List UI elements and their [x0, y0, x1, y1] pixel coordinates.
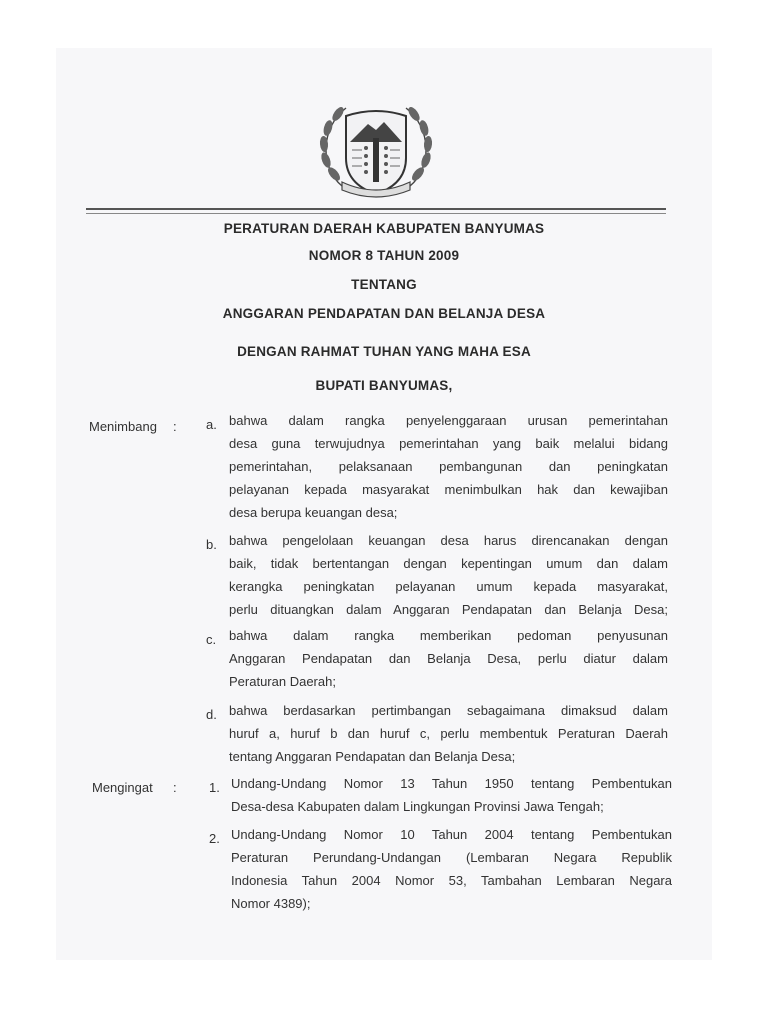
clause-line: Anggaran Pendapatan dan Belanja Desa, perlu diatur dalam: [229, 651, 668, 666]
clause-marker: c.: [206, 632, 217, 647]
clause-line: bahwa dalam rangka memberikan pedoman penyusunan: [229, 628, 668, 643]
clause-line: baik, tidak bertentangan dengan kepentingan umum dan dalam: [229, 556, 668, 571]
menimbang-colon: :: [173, 419, 177, 434]
preamble-text: DENGAN RAHMAT TUHAN YANG MAHA ESA: [237, 344, 531, 359]
legal-basis-line: Desa-desa Kabupaten dalam Lingkungan Provinsi Jawa Tengah;: [231, 799, 604, 814]
legal-basis-marker: 2.: [209, 831, 220, 846]
clause-marker: b.: [206, 537, 217, 552]
clause-line: Peraturan Daerah;: [229, 674, 336, 689]
legal-basis-line: Peraturan Perundang-Undangan (Lembaran Negara Republik: [231, 850, 672, 865]
document-title: PERATURAN DAERAH KABUPATEN BANYUMAS: [223, 221, 545, 236]
header-rule: [86, 208, 666, 210]
mengingat-colon: :: [173, 780, 177, 795]
header-rule-thin: [86, 213, 666, 214]
legal-basis-line: Nomor 4389);: [231, 896, 311, 911]
menimbang-label: Menimbang: [89, 419, 157, 434]
clause-marker: a.: [206, 417, 217, 432]
legal-basis-line: Undang-Undang Nomor 10 Tahun 2004 tentang Pembentukan: [231, 827, 672, 842]
legal-basis-marker: 1.: [209, 780, 220, 795]
clause-marker: d.: [206, 707, 217, 722]
clause-line: perlu dituangkan dalam Anggaran Pendapatan dan Belanja Desa;: [229, 602, 668, 617]
clause-line: bahwa berdasarkan pertimbangan sebagaimana dimaksud dalam: [229, 703, 668, 718]
issuer-title: BUPATI BANYUMAS,: [315, 378, 453, 393]
legal-basis-line: Undang-Undang Nomor 13 Tahun 1950 tentang Pembentukan: [231, 776, 672, 791]
document-number: NOMOR 8 TAHUN 2009: [308, 248, 460, 263]
regency-emblem: [312, 98, 440, 202]
clause-line: bahwa pengelolaan keuangan desa harus direncanakan dengan: [229, 533, 668, 548]
mengingat-label: Mengingat: [92, 780, 153, 795]
clause-line: desa guna terwujudnya pemerintahan yang baik melalui bidang: [229, 436, 668, 451]
clause-line: huruf a, huruf b dan huruf c, perlu membentuk Peraturan Daerah: [229, 726, 668, 741]
clause-line: tentang Anggaran Pendapatan dan Belanja Desa;: [229, 749, 516, 764]
clause-line: pemerintahan, pelaksanaan pembangunan dan peningkatan: [229, 459, 668, 474]
legal-basis-line: Indonesia Tahun 2004 Nomor 53, Tambahan Lembaran Negara: [231, 873, 672, 888]
document-subject: ANGGARAN PENDAPATAN DAN BELANJA DESA: [222, 306, 546, 321]
document-about: TENTANG: [351, 277, 417, 292]
clause-line: desa berupa keuangan desa;: [229, 505, 398, 520]
clause-line: bahwa dalam rangka penyelenggaraan urusan pemerintahan: [229, 413, 668, 428]
clause-line: kerangka peningkatan pelayanan umum kepada masyarakat,: [229, 579, 668, 594]
clause-line: pelayanan kepada masyarakat menimbulkan hak dan kewajiban: [229, 482, 668, 497]
